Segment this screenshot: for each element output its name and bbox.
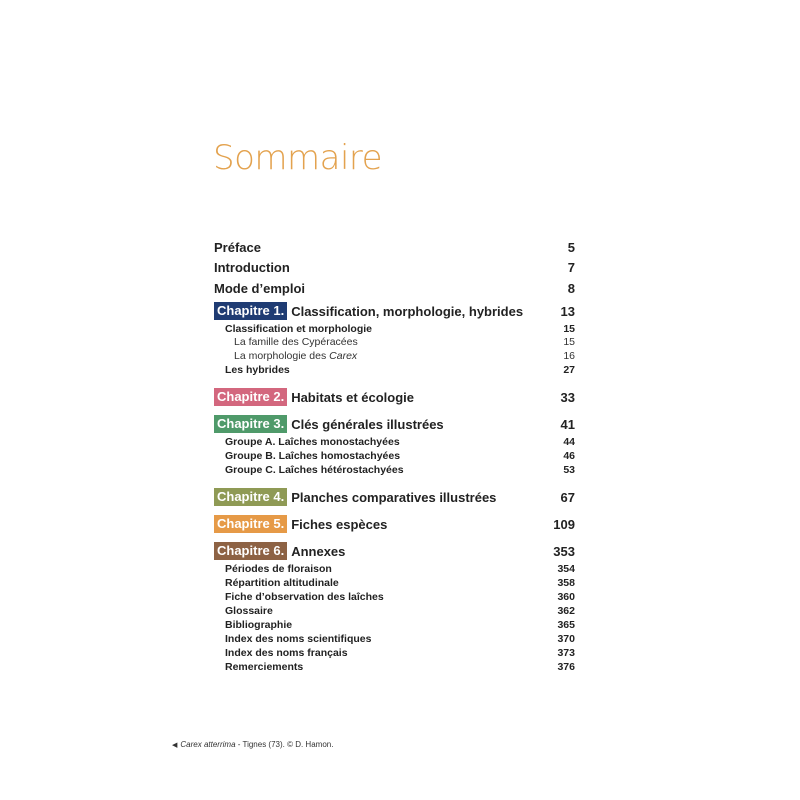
toc-entry-label: La morphologie des Carex [234,350,358,362]
toc-entry[interactable] [214,577,575,589]
toc-entry-label: Groupe B. Laîches homostachyées [225,450,401,462]
toc-entry-introduction[interactable] [214,260,575,275]
toc-entry-page: 358 [557,577,575,589]
caption-species: Carex atterrima [180,740,236,749]
toc-entry-page: 373 [557,647,575,659]
toc-entry[interactable] [214,591,575,603]
toc-entry-page: 15 [563,323,575,335]
chapter-page: 109 [553,516,575,532]
toc-entry[interactable] [214,605,575,617]
chapter-page: 41 [560,416,575,432]
toc-entry[interactable] [214,661,575,673]
toc-entry-mode-emploi[interactable] [214,281,575,296]
page-title: Sommaire [213,138,383,178]
toc-entry-label: Périodes de floraison [225,563,332,575]
toc-entry-page: 7 [567,260,575,275]
toc-entry[interactable] [214,436,575,448]
toc-entry-page: 27 [563,364,575,376]
toc-entry-label: Groupe A. Laîches monostachyées [225,436,400,448]
chapter-3-heading[interactable] [214,415,575,433]
toc-entry-label: Fiche d’observation des laîches [225,591,384,603]
chapter-badge: Chapitre 5. [214,515,287,533]
toc-entry-page: 8 [567,281,575,296]
toc-entry-label: Les hybrides [225,364,290,376]
chapter-badge: Chapitre 1. [214,302,287,320]
toc-entry-page: 376 [557,661,575,673]
toc-entry-label: Groupe C. Laîches hétérostachyées [225,464,404,476]
chapter-title: Classification, morphologie, hybrides [291,303,524,319]
toc-entry-label: Répartition altitudinale [225,577,339,589]
toc-entry-label: Index des noms français [225,647,348,659]
toc-entry-preface[interactable] [214,240,575,255]
chapter-title: Annexes [291,543,346,559]
chapter-badge: Chapitre 6. [214,542,287,560]
chapter-badge: Chapitre 2. [214,388,287,406]
toc-entry[interactable] [214,464,575,476]
toc-entry-page: 354 [557,563,575,575]
toc-entry[interactable] [214,323,575,335]
toc-entry-page: 5 [567,240,575,255]
caption-text: - Tignes (73). © D. Hamon. [235,740,334,749]
toc-entry-page: 365 [557,619,575,631]
toc-entry-page: 46 [563,450,575,462]
chapter-page: 13 [560,303,575,319]
toc-entry-label: Préface [214,240,261,255]
chapter-page: 67 [560,489,575,505]
toc-entry[interactable] [214,450,575,462]
chapter-badge: Chapitre 3. [214,415,287,433]
chapter-2-heading[interactable] [214,388,575,406]
chapter-6-heading[interactable] [214,542,575,560]
chapter-page: 33 [560,389,575,405]
toc-entry-page: 15 [563,336,575,348]
toc-entry-page: 53 [563,464,575,476]
toc-entry[interactable] [214,336,575,348]
toc-entry[interactable] [214,647,575,659]
toc-entry[interactable] [214,350,575,362]
toc-entry[interactable] [214,633,575,645]
toc-entry-page: 44 [563,436,575,448]
toc-entry[interactable] [214,619,575,631]
triangle-left-icon: ◀ [172,742,178,749]
chapter-title: Planches comparatives illustrées [291,489,497,505]
toc-entry-label: Mode d’emploi [214,281,305,296]
toc-entry-page: 370 [557,633,575,645]
toc-entry-page: 362 [557,605,575,617]
toc-entry-label: Remerciements [225,661,304,673]
toc-entry[interactable] [214,364,575,376]
chapter-title: Habitats et écologie [291,389,414,405]
toc-entry-label: Index des noms scientifiques [225,633,372,645]
toc-entry-label: Glossaire [225,605,273,617]
chapter-badge: Chapitre 4. [214,488,287,506]
toc-entry-page: 360 [557,591,575,603]
chapter-1-heading[interactable] [214,302,575,320]
chapter-5-heading[interactable] [214,515,575,533]
chapter-title: Clés générales illustrées [291,416,444,432]
toc-entry-label: Classification et morphologie [225,323,373,335]
photo-caption [172,740,333,749]
chapter-title: Fiches espèces [291,516,388,532]
toc-entry-label: Introduction [214,260,290,275]
toc-entry-label: Bibliographie [225,619,293,631]
toc-entry[interactable] [214,563,575,575]
chapter-page: 353 [553,543,575,559]
chapter-4-heading[interactable] [214,488,575,506]
toc-entry-label: La famille des Cypéracées [234,336,358,348]
toc-entry-page: 16 [563,350,575,362]
